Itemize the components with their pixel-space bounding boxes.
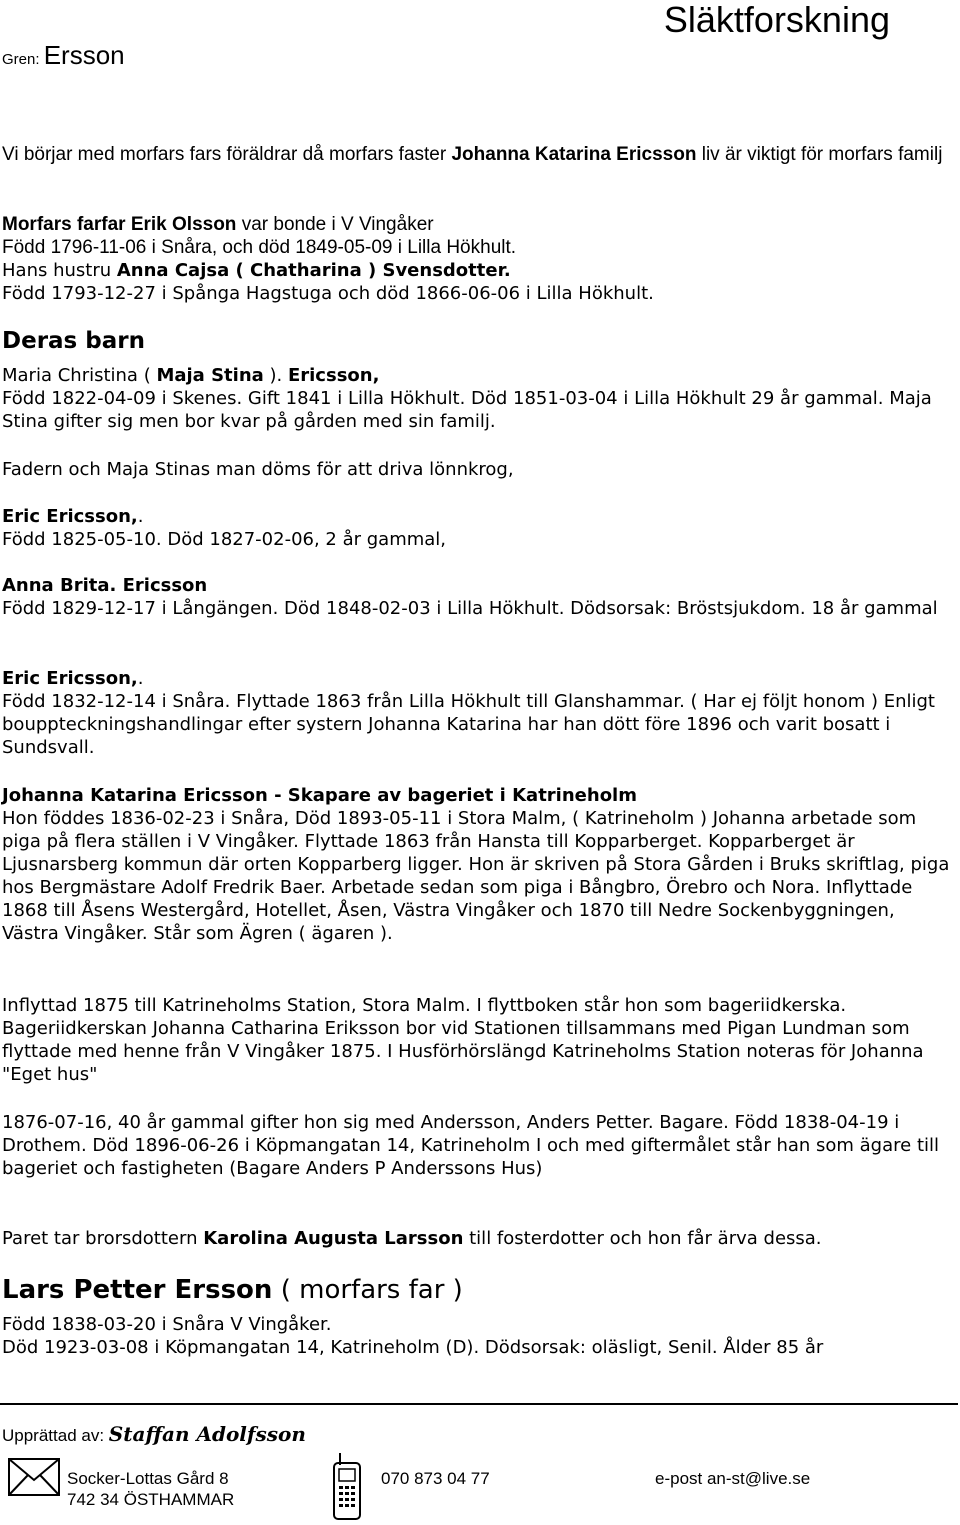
footer-phone: 070 873 04 77 (381, 1469, 490, 1488)
footer-divider (0, 1403, 958, 1405)
lars-suffix: ( morfars far ) (272, 1275, 463, 1305)
eric1-name: Eric Ericsson, (2, 506, 138, 527)
lars-died: Död 1923-03-08 i Köpmangatan 14, Katrineholm (D). Dödsorsak: oläsligt, Senil. Ålder 85 år (2, 1337, 824, 1358)
maria-entry (2, 364, 952, 433)
anna-name: Anna Brita. (2, 575, 117, 596)
johanna-body: Hon föddes 1836-02-23 i Snåra, Död 1893-05-11 i Stora Malm, ( Katrineholm ) Johanna arbetade som piga på flera ställen i V Vingåker. Flyttade 1863 från Hansta till Kopparberget. Kopparberget är Ljusnarsberg kommun där orten Kopparberg ligger. Hon är skriven på Stora Gården i Bruks skriftlag, piga hos Bergmästare Adolf Fredrik Baer. Arbetade sedan som piga i Bångbro, Örebro och Nora. Inflyttade 1868 till Åsens Westergård, Hotellet, Åsen, Västra Vingåker och 1870 till Nedre Sockenbyggningen, Västra Vingåker. Står som Ägren ( ägaren ). (2, 808, 950, 944)
anna-details: Född 1829-12-17 i Långängen. Död 1848-02-03 i Lilla Hökhult. Dödsorsak: Bröstsjukdom. 18 år gammal (2, 598, 938, 619)
eric2-entry (2, 667, 952, 759)
intro-text: Vi börjar med morfars fars föräldrar då morfars faster (2, 144, 452, 165)
gifter-paragraph: 1876-07-16, 40 år gammal gifter hon sig med Andersson, Anders Petter. Bagare. Född 1838-04-19 i Drothem. Död 1896-06-26 i Köpmangatan 14, Katrineholm I och med giftermålet står han som ägare till bageriet och fastigheten (Bagare Anders P Anderssons Hus) (2, 1112, 940, 1179)
author-signature: Staffan Adolfsson (108, 1422, 306, 1446)
eric2-details: Född 1832-12-14 i Snåra. Flyttade 1863 från Lilla Hökhult till Glanshammar. ( Har ej följt honom ) Enligt bouppteckningshandlingar efter systern Johanna Katarina har han dött före 1896 och varit bosatt i Sundsvall. (2, 691, 935, 758)
footer-address (67, 1468, 234, 1510)
intro-name: Johanna Katarina Ericsson (451, 144, 697, 165)
address-line-2: 742 34 ÖSTHAMMAR (67, 1490, 235, 1509)
inflyttad-paragraph: Inflyttad 1875 till Katrineholms Station, Stora Malm. I flyttboken står hon som bageriidkerska. Bageriidkerskan Johanna Catharina Eriksson bor vid Stationen tillsammans med Pigan Lundman som flyttade med henne från V Vingåker 1875. I Husförhörslängd Katrineholms Station noteras för Johanna "Eget hus" (2, 995, 924, 1085)
paret-name: Karolina Augusta Larsson (203, 1228, 464, 1249)
anna-entry (2, 574, 952, 620)
wife-dates: Född 1793-12-27 i Spånga Hagstuga och död 1866-06-06 i Lilla Hökhult. (2, 283, 654, 304)
intro-paragraph (2, 143, 952, 166)
maria-nickname: Maja Stina (156, 365, 264, 386)
anna-surname: Ericsson (116, 575, 208, 596)
footer-email[interactable]: e-post an-st@live.se (655, 1469, 811, 1488)
lars-heading (2, 1274, 952, 1306)
paret-text: Paret tar brorsdottern (2, 1228, 204, 1249)
gren-name: Ersson (43, 40, 125, 70)
page-title: Släktforskning (663, 0, 890, 40)
intro-text-end: liv är viktigt för morfars familj (696, 144, 943, 165)
johanna-section (2, 784, 952, 945)
eric2-name: Eric Ericsson, (2, 668, 138, 689)
lars-name: Lars Petter Ersson (2, 1275, 273, 1305)
deras-barn-heading: Deras barn (2, 328, 145, 354)
eric1-dot: . (137, 506, 144, 527)
maria-details: Född 1822-04-09 i Skenes. Gift 1841 i Lilla Hökhult. Död 1851-03-04 i Lilla Hökhult 29 år gammal. Maja Stina gifter sig men bor kvar på gården med sin familj. (2, 388, 932, 432)
lars-born: Född 1838-03-20 i Snåra V Vingåker. (2, 1314, 332, 1335)
farfar-name: Morfars farfar Erik Olsson (2, 214, 237, 235)
upprattad-line (2, 1422, 306, 1446)
eric1-entry (2, 505, 952, 551)
lars-details (2, 1313, 952, 1359)
paret-text-end: till fosterdotter och hon får ärva dessa. (463, 1228, 822, 1249)
farfar-dates: Född 1796-11-06 i Snåra, och död 1849-05-09 i Lilla Hökhult. (2, 237, 517, 258)
maria-text-2: ). (263, 365, 288, 386)
farfar-wife (2, 259, 952, 305)
paret-paragraph (2, 1227, 952, 1250)
mail-icon (8, 1458, 60, 1496)
johanna-heading: Johanna Katarina Ericsson - Skapare av bageriet i Katrineholm (2, 785, 637, 806)
fadern-paragraph: Fadern och Maja Stinas man döms för att driva lönnkrog, (2, 459, 514, 480)
maria-surname: Ericsson, (287, 365, 380, 386)
wife-name: Anna Cajsa ( Chatharina ) Svensdotter. (116, 260, 511, 281)
farfar-occupation: var bonde i V Vingåker (236, 214, 434, 235)
farfar-paragraph (2, 213, 952, 259)
wife-label: Hans hustru (2, 260, 117, 281)
gren-label: Gren: (2, 51, 40, 68)
address-line-1: Socker-Lottas Gård 8 (67, 1469, 229, 1488)
phone-icon (330, 1451, 364, 1521)
eric2-dot: . (137, 668, 144, 689)
gren-heading (2, 40, 125, 71)
maria-text: Maria Christina ( (2, 365, 157, 386)
eric1-details: Född 1825-05-10. Död 1827-02-06, 2 år gammal, (2, 529, 447, 550)
upprattad-label: Upprättad av: (2, 1426, 105, 1445)
